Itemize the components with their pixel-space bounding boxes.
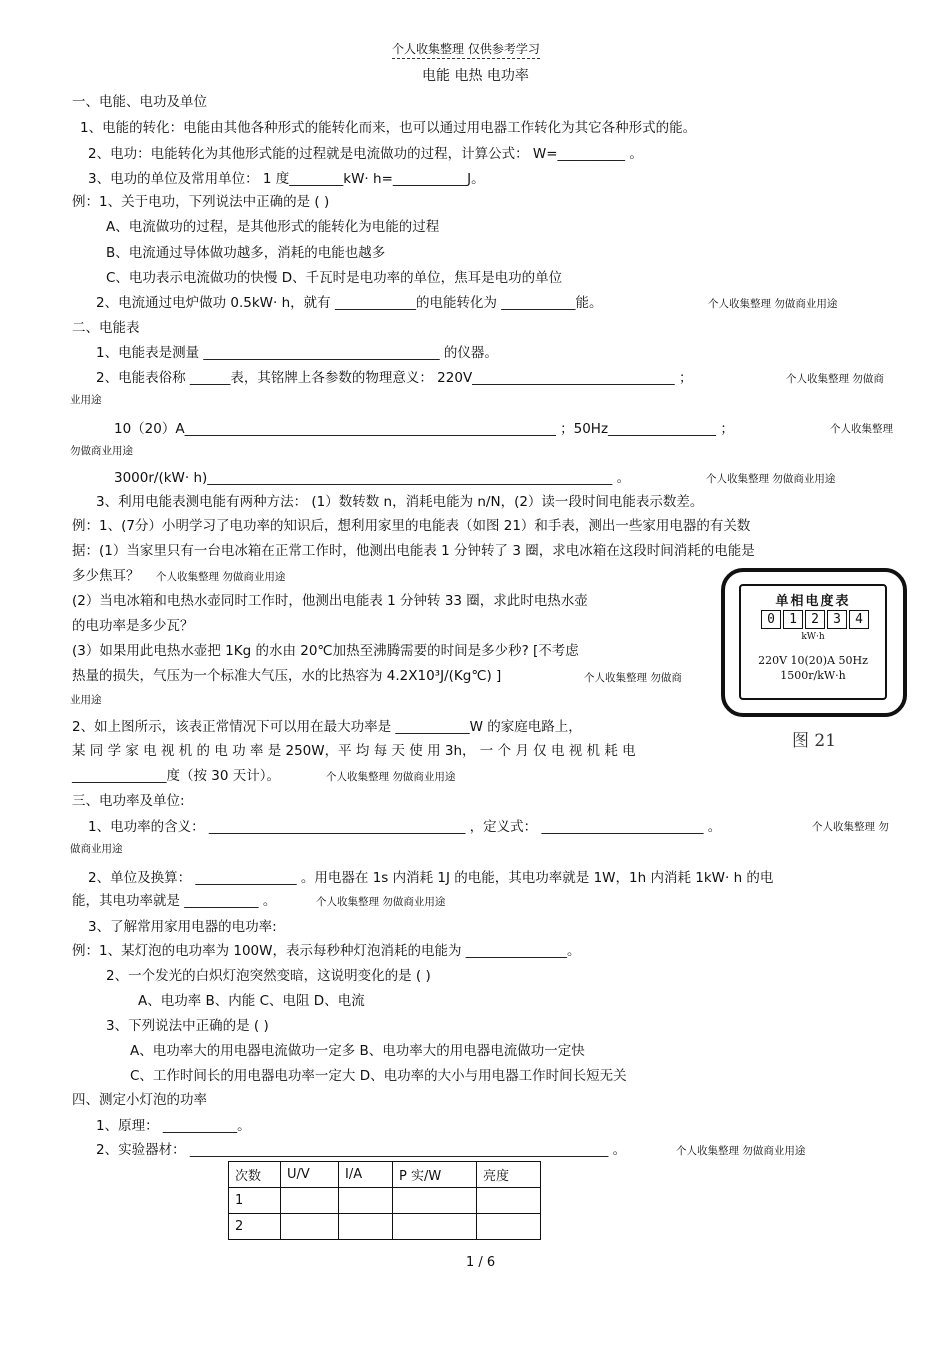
text-line: 据：(1）当家里只有一台电冰箱在正常工作时，他测出电能表 1 分钟转了 3 圈，求电冰箱在这段时间消耗的电能是 [72,543,755,559]
meter-rating: 220V 10(20)A 50Hz [758,654,868,667]
table-header-cell: P 实/W [393,1162,477,1188]
text-line: 3000r/(kW· h)____________________________________________________________ 。 [114,470,631,486]
margin-note: 个人收集整理 勿做商业用途 [326,771,456,783]
section-heading: 二、电能表 [72,320,140,336]
margin-note: 个人收集整理 勿做商业用途 [316,896,446,908]
figure-caption: 图 21 [792,731,837,751]
text-line: A、电流做功的过程，是其他形式的能转化为电能的过程 [106,219,440,235]
margin-note: 做商业用途 [70,843,123,855]
table-row [229,1214,541,1240]
text-line: A、电功率大的用电器电流做功一定多 B、电功率大的用电器电流做功一定快 [130,1043,585,1059]
page-title: 电能 电热 电功率 [422,68,529,84]
table-row [229,1188,541,1214]
text-line: 例：1、某灯泡的电功率为 100W，表示每秒种灯泡消耗的电能为 _______________。 [72,943,581,959]
table-cell: 2 [229,1214,281,1240]
table-header-row [229,1162,541,1188]
margin-note: 个人收集整理 勿 [812,821,889,833]
text-line: 1、原理： ___________。 [96,1118,251,1134]
text-line: 2、一个发光的白炽灯泡突然变暗，这说明变化的是 ( ) [106,968,431,984]
text-line: 某 同 学 家 电 视 机 的 电 功 率 是 250W，平 均 每 天 使 用 3h， 一 个 月 仅 电 视 机 耗 电 [72,743,636,759]
text-line: 2、电流通过电炉做功 0.5kW· h，就有 ____________的电能转化为 ___________能。 [96,295,603,311]
table-cell [281,1188,339,1214]
margin-note: 勿做商业用途 [70,445,133,457]
meter-digit: 1 [783,610,803,629]
text-line: 2、电功：电能转化为其他形式能的过程就是电流做功的过程，计算公式： W=__________ 。 [88,146,643,162]
table-cell [477,1188,541,1214]
table-header-cell: 亮度 [477,1162,541,1188]
margin-note: 个人收集整理 [830,423,893,435]
margin-note: 业用途 [70,694,102,706]
text-line: 1、电能的转化：电能由其他各种形式的能转化而来，也可以通过用电器工作转化为其它各种形式的能。 [80,120,697,136]
section-heading: 三、电功率及单位: [72,793,185,809]
text-line: B、电流通过导体做功越多，消耗的电能也越多 [106,245,386,261]
table-cell [393,1188,477,1214]
meter-digit: 3 [827,610,847,629]
text-line: 3、了解常用家用电器的电功率: [88,919,277,935]
table-cell [281,1214,339,1240]
section-heading: 一、电能、电功及单位 [72,94,207,110]
text-line: 例：1、(7分）小明学习了电功率的知识后，想利用家里的电能表（如图 21）和手表，测出一些家用电器的有关数 [72,518,751,534]
text-line: 2、实验器材： ______________________________________________________________ 。 [96,1142,627,1158]
table-cell [477,1214,541,1240]
margin-note: 个人收集整理 勿做商业用途 [676,1145,806,1157]
text-line: (3）如果用此电热水壶把 1Kg 的水由 20℃加热至沸腾需要的时间是多少秒? [不考虑 [72,643,579,659]
meter-digit: 4 [849,610,869,629]
text-line: 热量的损失，气压为一个标准大气压，水的比热容为 4.2X10³J/(Kg℃) ] [72,668,502,684]
text-line: C、工作时间长的用电器电功率一定大 D、电功率的大小与用电器工作时间长短无关 [130,1068,627,1084]
margin-note: 个人收集整理 勿做商业用途 [156,571,286,583]
text-line: 能，其电功率就是 ___________ 。 [72,893,277,909]
meter-digits [761,610,871,629]
table-header-cell: U/V [281,1162,339,1188]
meter-digit: 0 [761,610,781,629]
margin-note: 个人收集整理 勿做商 [786,373,884,385]
margin-note: 个人收集整理 勿做商业用途 [706,473,836,485]
meter-revolutions: 1500r/kW·h [780,669,846,682]
electric-meter-image [721,568,907,717]
table-header-cell: 次数 [229,1162,281,1188]
text-line: 3、电功的单位及常用单位： 1 度________kW· h=___________J。 [88,171,485,187]
table-cell: 1 [229,1188,281,1214]
text-line: A、电功率 B、内能 C、电阻 D、电流 [138,993,365,1009]
table-cell [339,1214,393,1240]
text-line: 2、如上图所示，该表正常情况下可以用在最大功率是 ___________W 的家庭电路上， [72,719,582,735]
section-heading: 四、测定小灯泡的功率 [72,1092,207,1108]
header-watermark: 个人收集整理 仅供参考学习 [392,40,540,59]
text-line: 10（20）A_______________________________________________________ ；50Hz________________ ； [114,421,734,437]
meter-title: 单相电度表 [775,594,851,609]
table-header-cell: I/A [339,1162,393,1188]
margin-note: 业用途 [70,394,102,406]
text-line: 例：1、关于电功，下列说法中正确的是 ( ) [72,194,330,210]
data-table [228,1161,541,1240]
meter-unit: kW·h [801,632,825,642]
margin-note: 个人收集整理 勿做商 [584,672,682,684]
text-line: 2、电能表俗称 ______表，其铭牌上各参数的物理意义： 220V______________________________ ； [96,370,693,386]
text-line: (2）当电冰箱和电热水壶同时工作时，他测出电能表 1 分钟转 33 圈，求此时电热水壶 [72,593,588,609]
margin-note: 个人收集整理 勿做商业用途 [708,298,838,310]
page-number: 1 / 6 [466,1255,496,1270]
table-cell [339,1188,393,1214]
text-line: 3、利用电能表测电能有两种方法： (1）数转数 n，消耗电能为 n/N，(2）读一段时间电能表示数差。 [96,494,704,510]
table-cell [393,1214,477,1240]
text-line: ______________度（按 30 天计）。 [72,768,281,784]
text-line: C、电功表示电流做功的快慢 D、千瓦时是电功率的单位，焦耳是电功的单位 [106,270,563,286]
text-line: 1、电能表是测量 ___________________________________ 的仪器。 [96,345,498,361]
text-line: 的电功率是多少瓦？ [72,618,194,634]
text-line: 多少焦耳？ [72,568,140,584]
text-line: 2、单位及换算： _______________ 。用电器在 1s 内消耗 1J 的电能，其电功率就是 1W，1h 内消耗 1kW· h 的电 [88,870,774,886]
meter-digit: 2 [805,610,825,629]
text-line: 3、下列说法中正确的是 ( ) [106,1018,269,1034]
text-line: 1、电功率的含义： ______________________________________ ，定义式： ________________________ 。 [88,819,722,835]
